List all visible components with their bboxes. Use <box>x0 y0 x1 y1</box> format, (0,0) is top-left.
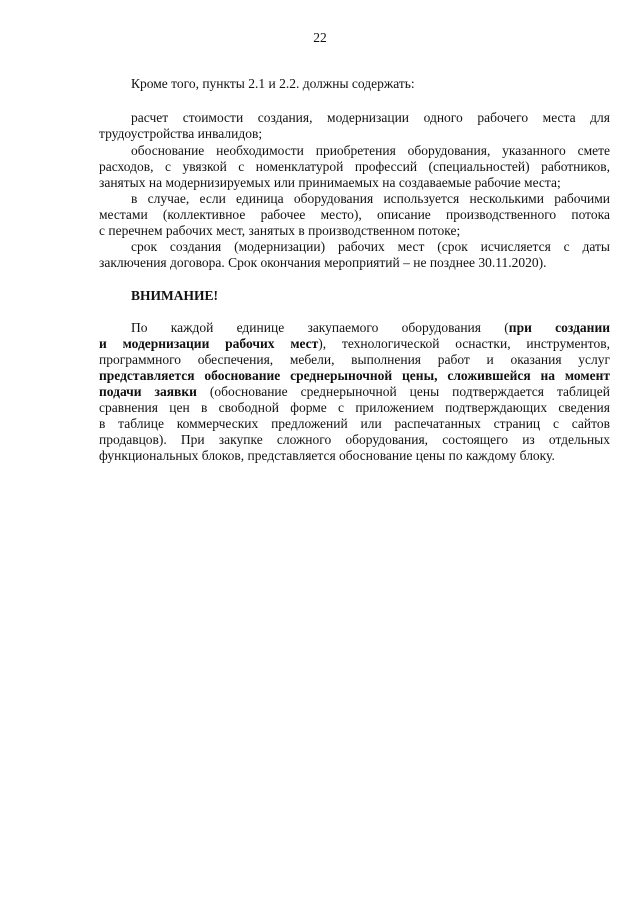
attention-line-2-bold: и модернизации рабочих мест <box>99 336 319 351</box>
attention-line-8: продавцов). При закупке сложного оборудования, состоящего из отдельных <box>99 432 610 447</box>
list-item-4-line-2: заключения договора. Срок окончания мероприятий – не позднее 30.11.2020). <box>99 255 547 270</box>
attention-line-5-text: (обоснование среднерыночной цены подтверждается таблицей <box>196 384 610 399</box>
intro-text: Кроме того, пункты 2.1 и 2.2. должны содержать: <box>131 76 415 91</box>
list-item-4-line-1: срок создания (модернизации) рабочих мест (срок исчисляется с даты <box>131 239 610 254</box>
list-item-2-line-1: обоснование необходимости приобретения оборудования, указанного смете <box>131 143 610 158</box>
attention-line-1 <box>131 320 610 336</box>
attention-line-3: программного обеспечения, мебели, выполнения работ и оказания услуг <box>99 352 610 367</box>
list-item-3-line-3: с перечнем рабочих мест, занятых в производственном потоке; <box>99 223 461 238</box>
attention-line-1-bold: при создании <box>508 320 610 335</box>
list-item-2-line-2: расходов, с увязкой с номенклатурой профессий (специальностей) работников, <box>99 159 610 174</box>
attention-line-2 <box>99 336 610 352</box>
list-item-1-line-2: трудоустройства инвалидов; <box>99 126 263 141</box>
list-item-3-line-2: местами (коллективное рабочее место), описание производственного потока <box>99 207 610 222</box>
attention-heading: ВНИМАНИЕ! <box>131 288 218 303</box>
list-item-2-line-3: занятых на модернизируемых или принимаемых на создаваемые рабочие места; <box>99 175 561 190</box>
list-item-1-line-1: расчет стоимости создания, модернизации одного рабочего места для <box>131 110 610 125</box>
list-item-3-line-1: в случае, если единица оборудования используется несколькими рабочими <box>131 191 610 206</box>
attention-line-9: функциональных блоков, представляется обоснование цены по каждому блоку. <box>99 448 555 463</box>
attention-line-2-text: ), технологической оснастки, инструментов, <box>318 336 610 351</box>
attention-line-5 <box>99 384 610 400</box>
attention-line-5-bold: подачи заявки <box>99 384 197 399</box>
attention-line-1-text: По каждой единице закупаемого оборудования ( <box>131 320 509 335</box>
attention-line-7: в таблице коммерческих предложений или распечатанных страниц с сайтов <box>99 416 610 431</box>
attention-line-4: представляется обоснование среднерыночной цены, сложившейся на момент <box>99 368 610 383</box>
attention-line-6: сравнения цен в свободной форме с приложением подтверждающих сведения <box>99 400 610 415</box>
page-number: 22 <box>313 30 327 45</box>
